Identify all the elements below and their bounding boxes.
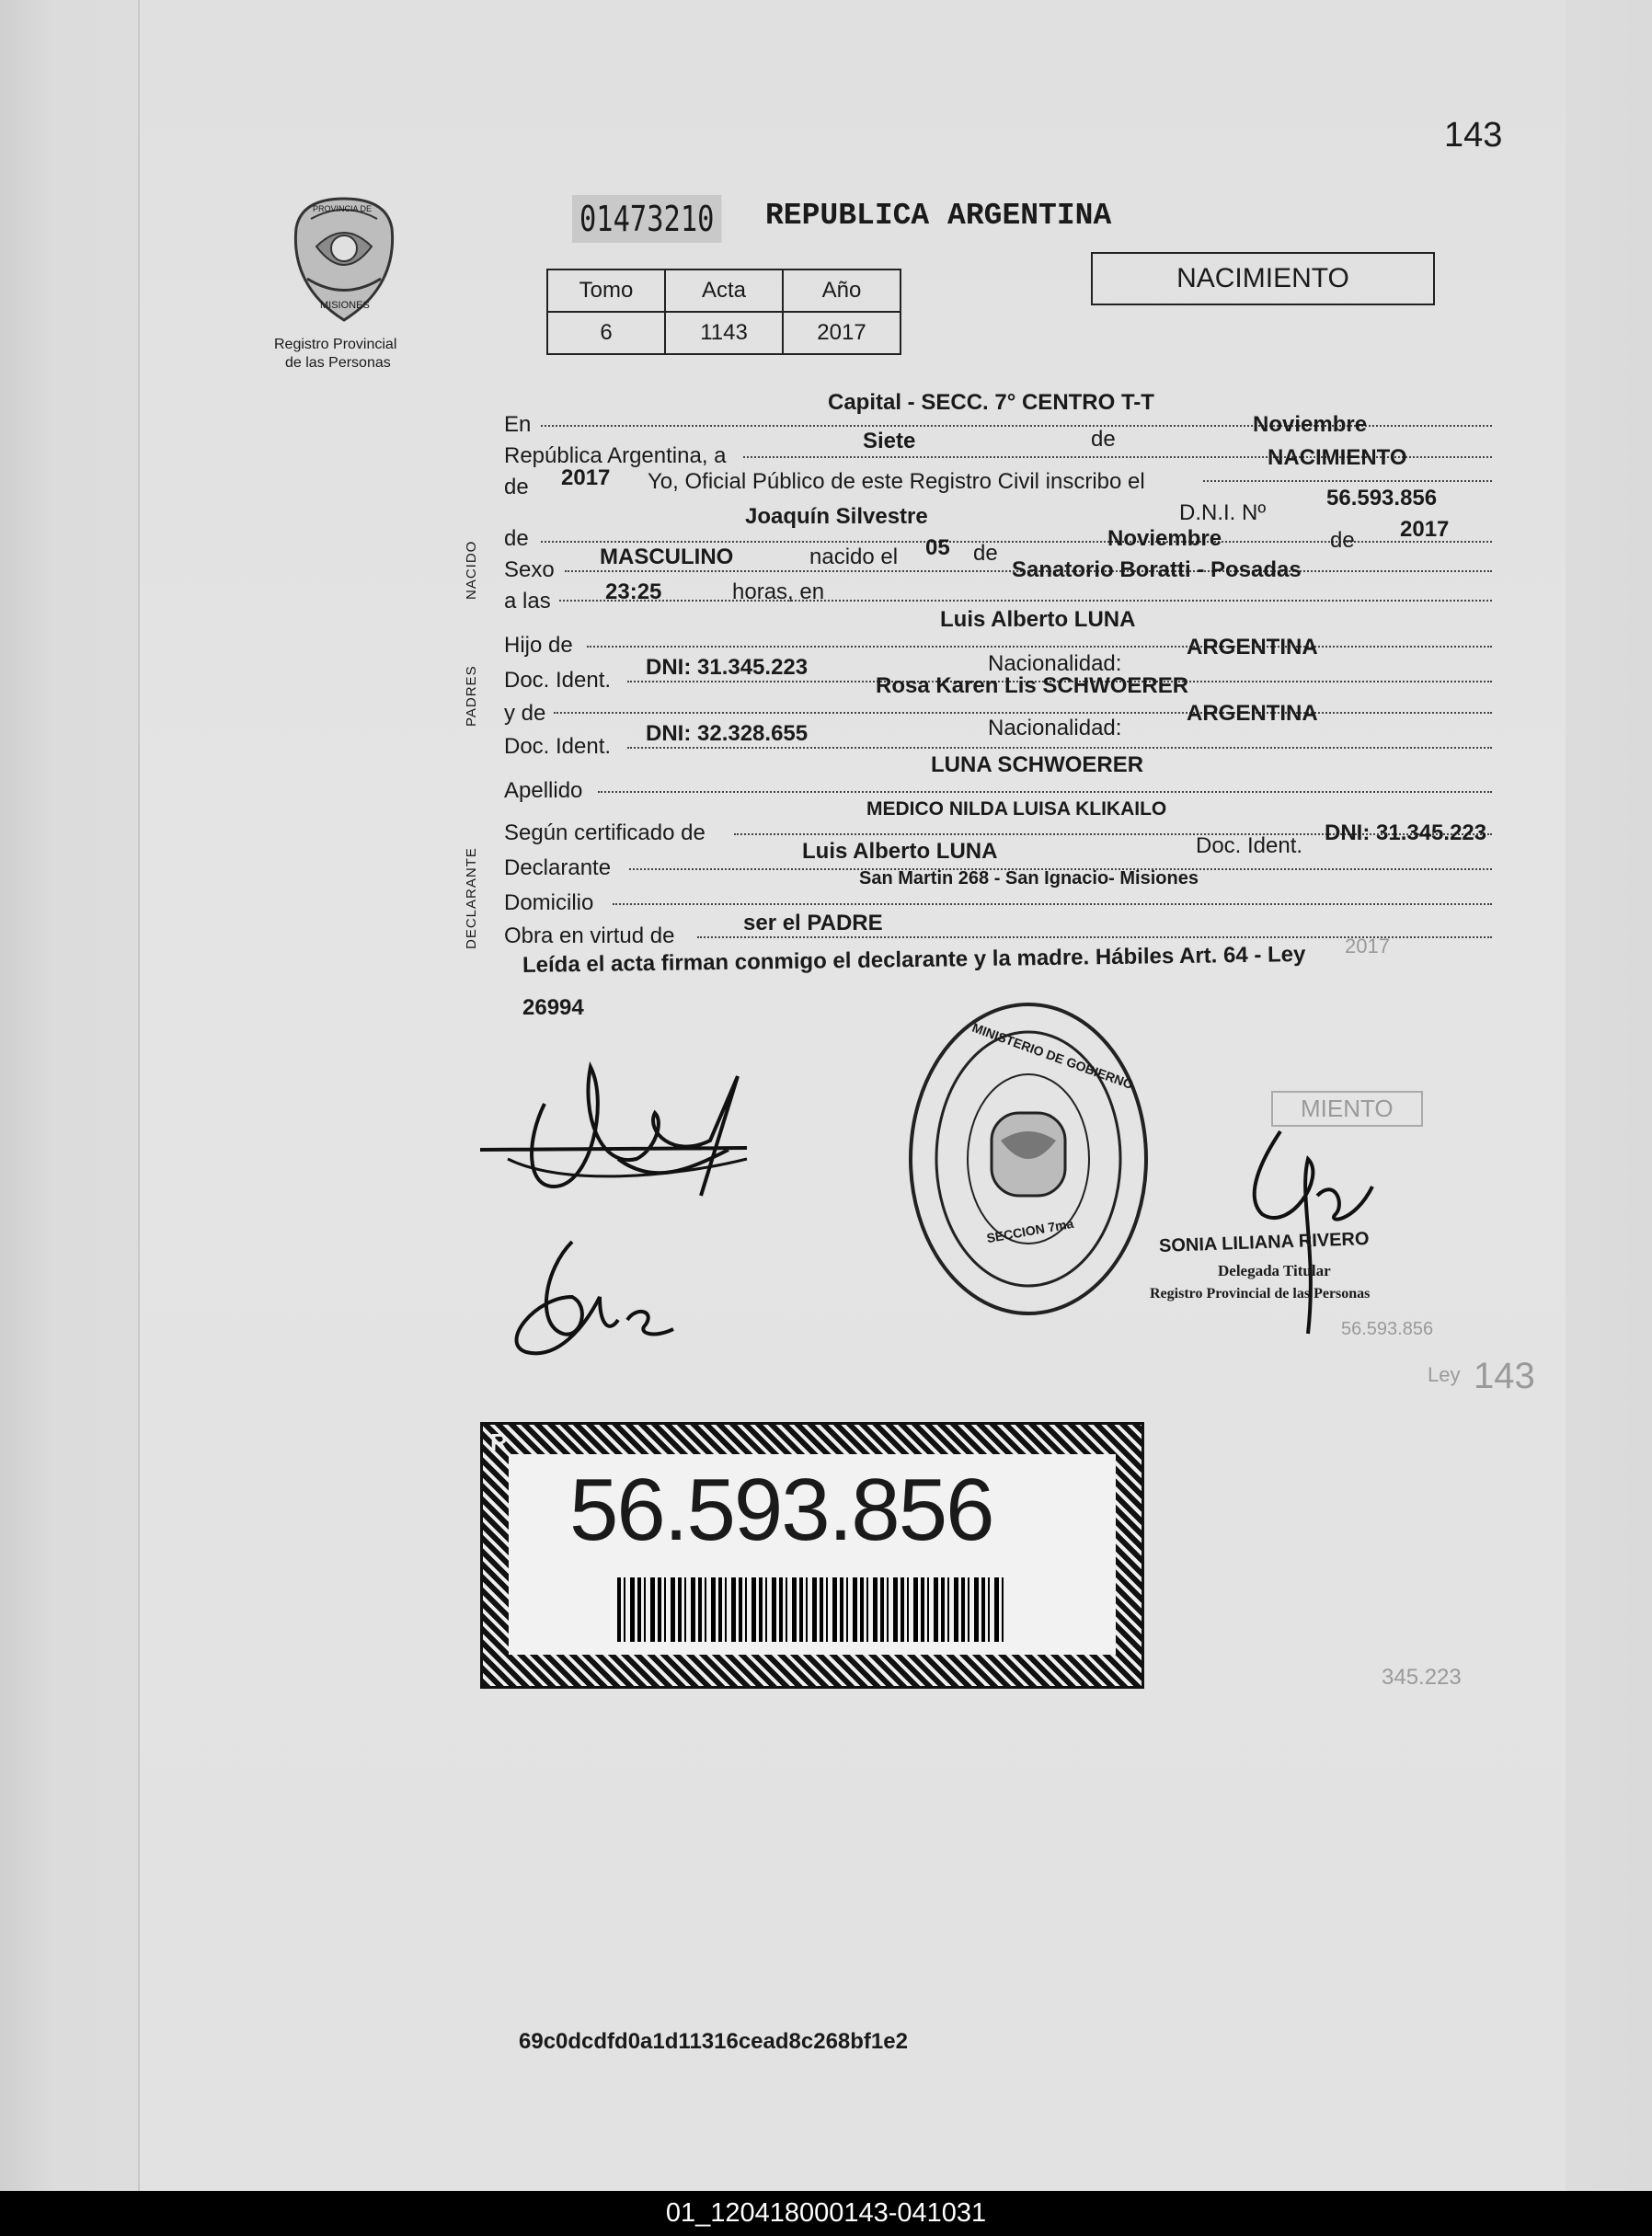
label-sexo: Sexo (504, 557, 555, 582)
value-time: 23:25 (605, 579, 662, 604)
barcode-inner (509, 1454, 1116, 1655)
table-header-ano: Año (783, 269, 901, 312)
seal-caption-2: de las Personas (285, 355, 391, 371)
act-type-box: NACIMIENTO (1091, 252, 1435, 305)
declarant-signature-icon (471, 1049, 802, 1233)
page-number: 143 (1444, 116, 1503, 155)
label-a-las: a las (504, 589, 551, 613)
official-name: SONIA LILIANA RIVERO (1158, 1229, 1370, 1256)
value-year: 2017 (561, 465, 611, 490)
label-domicilio: Domicilio (504, 890, 594, 915)
table-value-ano: 2017 (783, 312, 901, 354)
label-yo: Yo, Oficial Público de este Registro Civil inscribo el (648, 469, 1145, 494)
value-doc-3: DNI: 31.345.223 (1325, 820, 1487, 845)
value-birth-day: 05 (925, 535, 950, 560)
value-sexo: MASCULINO (600, 545, 734, 569)
seal-bottom-text: SECCION 7ma (985, 1215, 1075, 1246)
ghost-mark-dni: 56.593.856 (1341, 1319, 1434, 1339)
seal-bottom-text: MISIONES (320, 300, 370, 311)
ghost-mark-miento: MIENTO (1271, 1091, 1423, 1127)
seal-top-text: PROVINCIA DE (313, 204, 373, 213)
closing-text-2: 26994 (522, 995, 584, 1020)
value-obra: ser el PADRE (743, 911, 883, 935)
table-header-tomo: Tomo (547, 269, 665, 312)
official-office: Registro Provincial de las Personas (1150, 1286, 1371, 1301)
seal-inner-text: MINISTERIO DE GOBIERNO (969, 1019, 1136, 1093)
label-certificado: Según certificado de (504, 820, 706, 845)
barcode-pattern-letter: R (490, 1428, 508, 1456)
serial-stamp: 01473210 (572, 195, 721, 243)
label-doc-3: Doc. Ident. (1196, 833, 1303, 858)
label-nac-1: Nacionalidad: (988, 651, 1122, 676)
barcode-label (480, 1422, 1144, 1689)
table-value-acta: 1143 (665, 312, 783, 354)
value-nac-1: ARGENTINA (1187, 635, 1318, 659)
side-label-declarante: DECLARANTE (464, 847, 479, 949)
official-title: Delegada Titular (1218, 1262, 1331, 1279)
value-name: Joaquín Silvestre (745, 504, 928, 529)
label-de-5: de (1330, 528, 1355, 553)
label-obra: Obra en virtud de (504, 923, 675, 948)
value-doc-2: DNI: 32.328.655 (646, 721, 809, 746)
label-de-4: de (973, 541, 998, 566)
value-inscribe: NACIMIENTO (1268, 445, 1407, 470)
value-birth-month: Noviembre (1107, 526, 1222, 551)
label-dni: D.N.I. Nº (1179, 500, 1267, 525)
side-label-padres: PADRES (464, 665, 479, 727)
footer-filename: 01_120418000143-041031 (0, 2191, 1652, 2236)
seal-caption-1: Registro Provincial (274, 337, 397, 352)
label-nacido-el: nacido el (809, 545, 899, 569)
closing-text-1: Leída el acta firman conmigo el declarante y la madre. Hábiles Art. 64 - Ley (522, 942, 1306, 978)
table-header-acta: Acta (665, 269, 783, 312)
ghost-mark-year: 2017 (1345, 935, 1390, 957)
label-en: En (504, 412, 532, 437)
value-domicilio: San Martin 268 - San Ignacio- Misiones (859, 868, 1199, 889)
value-apellido: LUNA SCHWOERER (931, 752, 1144, 777)
value-month: Noviembre (1253, 412, 1368, 437)
label-republica: República Argentina, a (504, 443, 727, 468)
barcode-number: 56.593.856 (569, 1461, 993, 1559)
register-table (546, 269, 901, 355)
label-de-1: de (1091, 427, 1116, 452)
value-place: Sanatorio Boratti - Posadas (1012, 557, 1302, 582)
label-declarante: Declarante (504, 855, 612, 880)
label-y-de: y de (504, 701, 546, 726)
value-doc-1: DNI: 31.345.223 (646, 655, 809, 680)
label-de-2: de (504, 475, 529, 499)
label-doc-1: Doc. Ident. (504, 668, 612, 693)
value-certificado: MEDICO NILDA LUISA KLIKAILO (866, 798, 1167, 820)
table-value-tomo: 6 (547, 312, 665, 354)
value-dni: 56.593.856 (1326, 486, 1438, 510)
value-father: Luis Alberto LUNA (940, 607, 1136, 632)
ghost-mark-doc: 345.223 (1382, 1665, 1462, 1690)
ghost-mark-ley: Ley (1428, 1363, 1461, 1386)
value-mother: Rosa Karen Lis SCHWOERER (876, 673, 1189, 698)
provincial-seal (280, 191, 408, 338)
certificate-sheet (138, 0, 1566, 2191)
barcode-bars-icon (617, 1577, 1004, 1642)
value-birth-year: 2017 (1400, 517, 1450, 542)
label-apellido: Apellido (504, 778, 583, 803)
label-doc-2: Doc. Ident. (504, 734, 612, 759)
value-day: Siete (863, 429, 916, 453)
value-nac-2: ARGENTINA (1187, 701, 1318, 726)
label-hijo: Hijo de (504, 633, 573, 658)
document-hash: 69c0dcdfd0a1d11316cead8c268bf1e2 (519, 2029, 908, 2054)
value-declarante: Luis Alberto LUNA (802, 839, 998, 864)
label-nac-2: Nacionalidad: (988, 716, 1122, 740)
label-de-3: de (504, 526, 529, 551)
ghost-mark-143: 143 (1474, 1356, 1535, 1396)
label-horas: horas, en (732, 579, 825, 604)
mother-signature-icon (499, 1233, 683, 1380)
country-title: REPUBLICA ARGENTINA (765, 199, 1112, 233)
value-en: Capital - SECC. 7° CENTRO T-T (828, 390, 1154, 415)
side-label-nacido: NACIDO (464, 540, 479, 600)
